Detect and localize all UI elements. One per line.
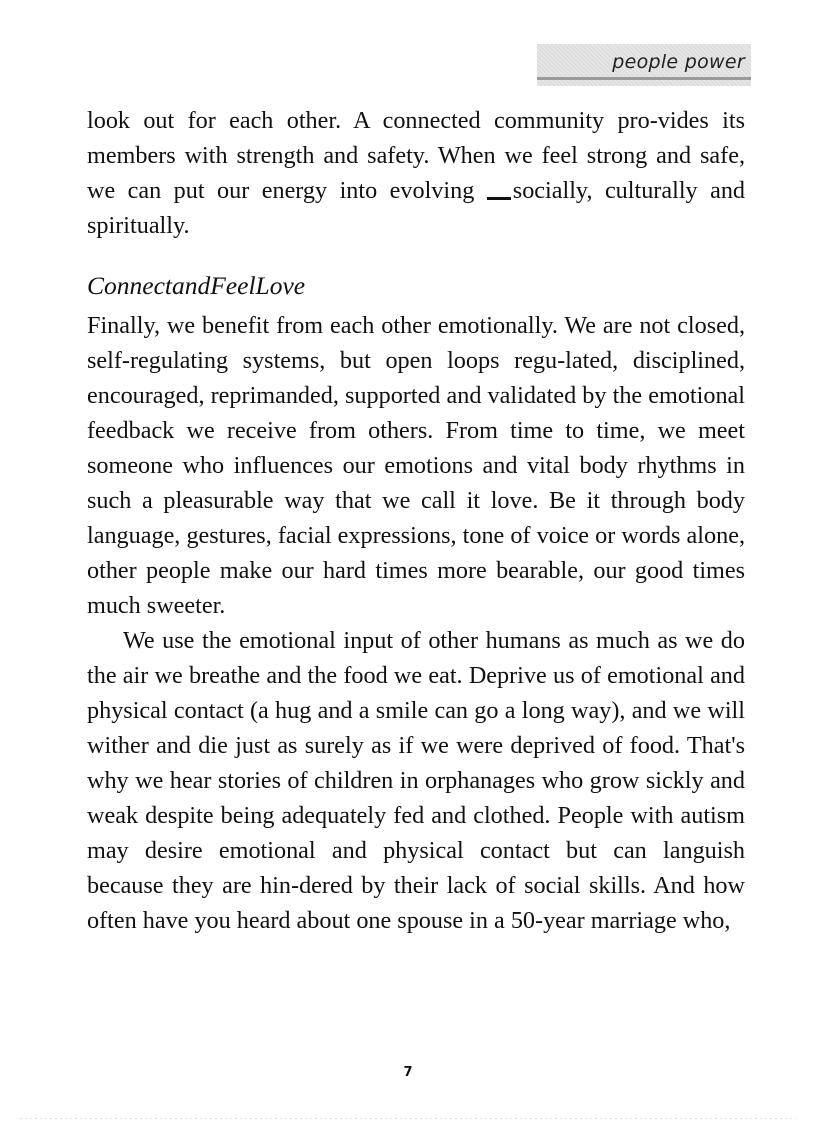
body-paragraph-1: Finally, we benefit from each other emotionally. We are not closed, self-regulating systems, but open loops regu-lated, disciplined, encouraged, reprimanded, supported and validated by the emotional feedback we receive from others. From time to time, we meet someone who influences our emotions and vital body rhythms in such a pleasurable way that we call it love. Be it through body language, gestures, facial expressions, tone of voice or words alone, other people make our hard times more bearable, our good times much sweeter. (87, 312, 745, 619)
body-paragraph-2: We use the emotional input of other humans as much as we do the air we breathe and the food we eat. Deprive us of emotional and physical contact (a hug and a smile can go a long way), and we will wither and die just as surely as if we were deprived of food. That's why we hear stories of children in orphanages who grow sickly and weak despite being adequately fed and clothed. People with autism may desire emotional and physical contact but can languish because they are hin-dered by their lack of social skills. And how often have you heard about one spouse in a 50-year marriage who, (87, 627, 745, 934)
running-head (537, 44, 751, 86)
running-head-rule (537, 77, 751, 80)
continuation-tail: socially, culturally and spiritually. (87, 177, 746, 239)
running-head-title: people power (612, 51, 745, 73)
bottom-rule (20, 1118, 796, 1119)
page-number: 7 (403, 1065, 413, 1080)
continuation-paragraph (87, 103, 745, 243)
page-body (87, 103, 745, 938)
dash-mark (487, 197, 511, 200)
section-heading: ConnectandFeelLove (87, 271, 306, 300)
continuation-text: look out for each other. A connected community pro-vides its members with strength and safety. When we feel strong and safe, we can put our energy into evolving (87, 107, 745, 204)
